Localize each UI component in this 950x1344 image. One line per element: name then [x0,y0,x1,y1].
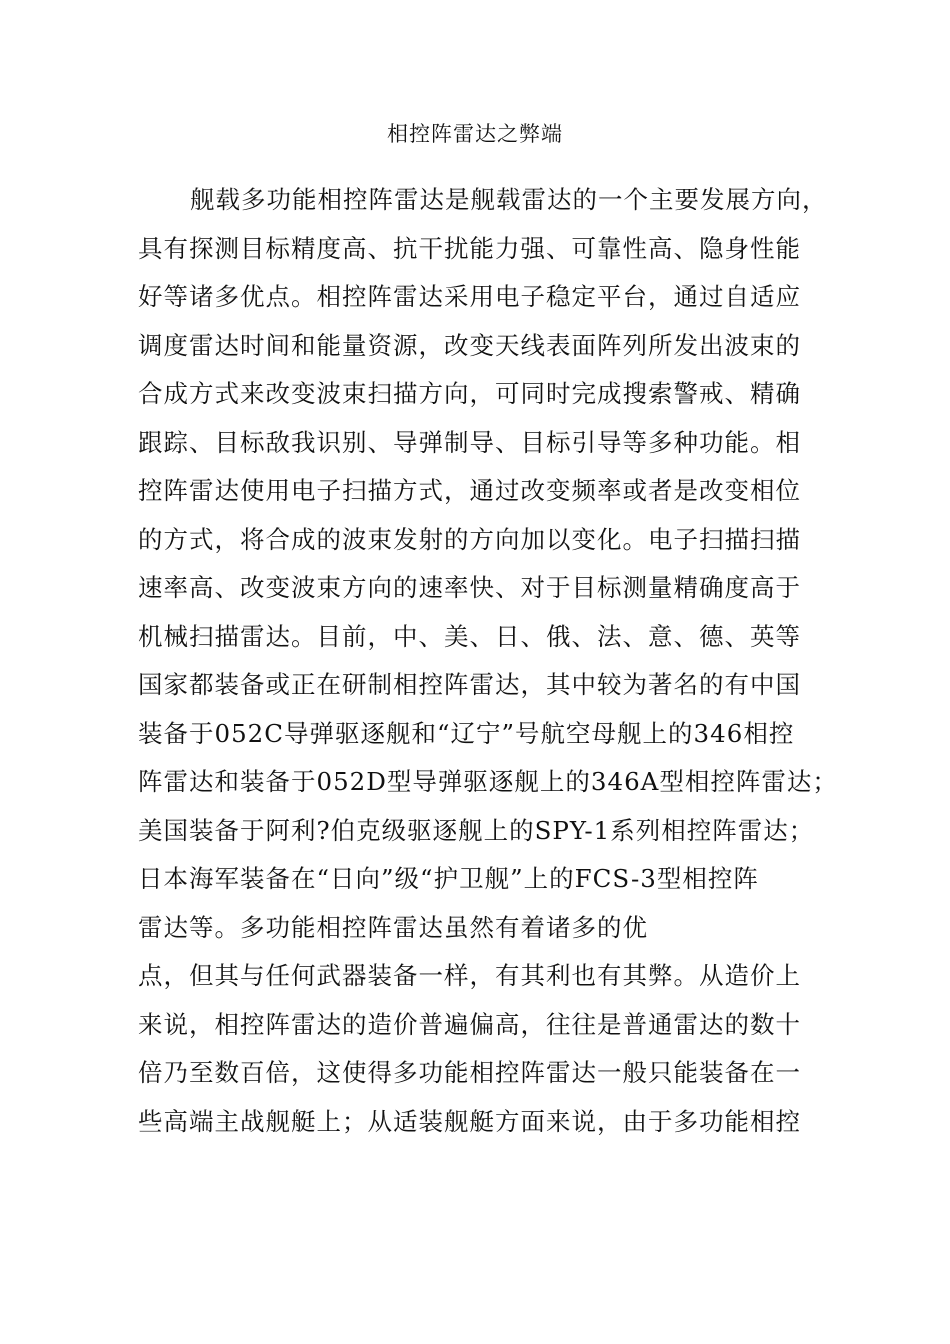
body-line: 调度雷达时间和能量资源，改变天线表面阵列所发出波束的 [138,330,801,360]
body-line: 些高端主战舰艇上；从适装舰艇方面来说，由于多功能相控 [138,1106,801,1136]
body-line: 的方式，将合成的波束发射的方向加以变化。电子扫描扫描 [138,524,801,554]
body-line: 倍乃至数百倍，这使得多功能相控阵雷达一般只能装备在一 [138,1058,801,1087]
body-line: 合成方式来改变波束扫描方向，可同时完成搜索警戒、精确 [138,379,801,408]
body-line: 好等诸多优点。相控阵雷达采用电子稳定平台，通过自适应 [138,282,801,311]
body-line: 控阵雷达使用电子扫描方式，通过改变频率或者是改变相位 [138,476,801,505]
body-line: 速率高、改变波束方向的速率快、对于目标测量精确度高于 [138,573,801,602]
body-line: 日本海军装备在“日向”级“护卫舰”上的FCS-3型相控阵 [138,864,759,893]
body-line: 跟踪、目标敌我识别、导弹制导、目标引导等多种功能。相 [138,427,801,457]
body-line: 美国装备于阿利?伯克级驱逐舰上的SPY-1系列相控阵雷达； [138,815,815,845]
body-line: 舰载多功能相控阵雷达是舰载雷达的一个主要发展方向， [190,185,828,214]
document-body [138,180,838,1150]
body-line: 装备于052C导弹驱逐舰和“辽宁”号航空母舰上的346相控 [138,718,795,748]
body-line: 具有探测目标精度高、抗干扰能力强、可靠性高、隐身性能 [138,233,801,263]
body-line: 来说，相控阵雷达的造价普遍偏高，往往是普通雷达的数十 [138,1009,801,1039]
body-line: 雷达等。多功能相控阵雷达虽然有着诸多的优 [138,912,648,942]
body-line: 阵雷达和装备于052D型导弹驱逐舰上的346A型相控阵雷达； [138,767,838,796]
document-title: 相控阵雷达之弊端 [387,122,563,146]
body-line: 国家都装备或正在研制相控阵雷达，其中较为著名的有中国 [138,670,801,699]
body-line: 点，但其与任何武器装备一样，有其利也有其弊。从造价上 [138,961,801,990]
body-line: 机械扫描雷达。目前，中、美、日、俄、法、意、德、英等 [138,621,801,651]
